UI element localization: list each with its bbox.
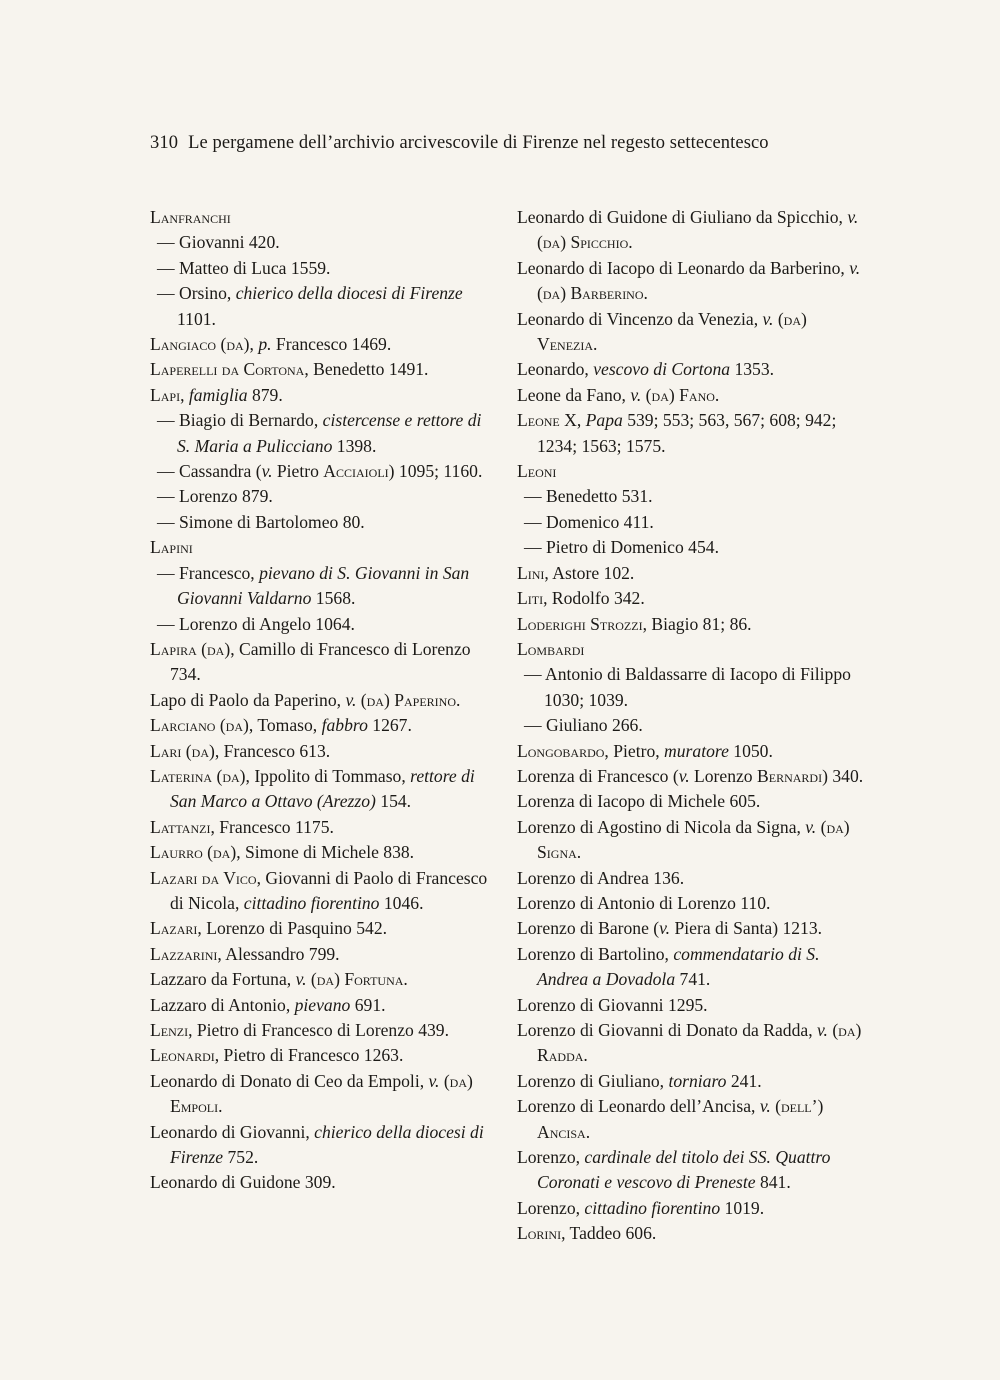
entry-text: 241. [726,1070,762,1091]
entry-text: , Camillo di Francesco di Lorenzo 734. [170,638,471,685]
index-entry [517,205,865,256]
index-entry [150,205,498,230]
entry-text: — Pietro di Domenico 454. [524,537,719,558]
entry-text: Leonardo di Vincenzo da Venezia, [517,308,763,329]
index-entry [517,256,865,307]
entry-text: , Taddeo 606. [561,1223,657,1244]
entry-text: 691. [350,994,386,1015]
entry-text: Lorenzo di Andrea 136. [517,867,685,888]
entry-text: Lari (da) [150,740,215,761]
entry-text: 1398. [332,435,377,456]
entry-text: Pietro [272,461,324,482]
index-entry [150,383,498,408]
entry-text: 154. [375,791,412,812]
entry-text: 741. [675,969,711,990]
entry-text: Leonardo di Giovanni, [150,1121,315,1142]
entry-text: Lattanzi [150,816,211,837]
entry-text: Lorenzo di Giovanni 1295. [517,994,708,1015]
entry-text: . [576,842,582,863]
entry-text: v. [759,1096,771,1117]
entry-text: Lorenzo di Bartolino, [517,943,674,964]
entry-text: Leonardi [150,1045,215,1066]
entry-text: , Lorenzo di Pasquino 542. [197,918,388,939]
entry-text: famiglia [188,384,248,405]
entry-text: Leonardo di Guidone di Giuliano da Spicchio, [517,207,848,227]
entry-text: Leone [517,410,560,431]
entry-text: , Alessandro 799. [217,943,340,964]
entry-text: Lazzaro da Fortuna, [150,969,296,990]
index-column-right [517,205,865,1247]
index-entry [150,535,498,560]
entry-text: Piera di Santa) 1213. [670,918,823,939]
entry-text: 1019. [720,1197,765,1218]
entry-text: Leonardo di Iacopo di Leonardo da Barberino, [517,257,850,278]
entry-text: — Biagio di Bernardo, [157,410,323,431]
entry-text: 1046. [379,892,424,913]
index-entry [150,866,498,917]
index-entry [517,866,865,891]
index-entry [517,764,865,789]
entry-text: Leonardo di Donato di Ceo da Empoli, [150,1070,429,1091]
index-subentry [517,662,865,713]
entry-text: Laperelli da Cortona [150,359,305,380]
index-entry [150,916,498,941]
entry-text: — Francesco, [157,562,260,583]
entry-text: . [714,384,720,405]
entry-text: fabbro [321,715,368,736]
running-header [150,133,769,154]
index-subentry [150,459,498,484]
entry-text: Lorenza di Iacopo di Michele 605. [517,791,761,812]
entry-text: v. [849,257,861,278]
entry-text: v. [261,461,273,482]
entry-text: . [643,283,648,304]
entry-text: ) 1095; 1160. [388,461,483,482]
entry-text: pievano di S. Giovanni in San Giovanni Valdarno [177,562,470,609]
entry-text: . [218,1096,223,1117]
entry-text: chierico della diocesi di Firenze [170,1121,484,1168]
entry-text: , Pietro di Francesco 1263. [214,1045,404,1066]
entry-text: , Simone di Michele 838. [236,842,415,863]
entry-text: rettore di San Marco a Ottavo (Arezzo) [170,765,475,812]
entry-text: Bernardi [757,765,823,786]
index-entry [150,637,498,688]
entry-text: (da) Spicchio [537,232,629,253]
index-entry [517,612,865,637]
entry-text: vescovo di Cortona [593,359,731,380]
entry-text: cittadino fiorentino [584,1197,721,1218]
index-entry [150,993,498,1018]
index-entry [517,891,865,916]
entry-text: . [403,969,408,990]
entry-text: . [583,1045,588,1066]
entry-text: — Giuliano 266. [524,715,643,736]
entry-text: Larciano (da) [150,715,249,736]
index-subentry [517,510,865,535]
index-subentry [517,535,865,560]
entry-text: Lazzaro di Antonio, [150,994,295,1015]
index-entry [517,815,865,866]
index-subentry [150,561,498,612]
entry-text: , Biagio 81; 86. [642,613,752,634]
entry-text: v. [428,1070,440,1091]
index-entry [517,383,865,408]
index-entry [150,840,498,865]
index-entry [517,1196,865,1221]
entry-text: , Giovanni di Paolo di Francesco di Nicola, [170,867,488,913]
entry-text: Lanfranchi [150,207,231,227]
index-entry [517,1145,865,1196]
index-subentry [150,484,498,509]
running-title: Le pergamene dell’archivio arcivescovile di Firenze nel regesto settecentesco [188,133,769,153]
entry-text: cittadino fiorentino [243,892,380,913]
entry-text: v. [659,918,671,939]
entry-text: 1353. [730,359,775,380]
entry-text: (dell’) Ancisa [537,1096,824,1142]
entry-text: Leone da Fano, [517,384,631,405]
entry-text: v. [847,207,859,227]
entry-text: v. [678,765,690,786]
entry-text: 539; 553; 563, 567; 608; 942; 1234; 1563; 1575. [537,410,837,456]
index-entry [517,408,865,459]
entry-text: 752. [223,1147,259,1168]
index-subentry [517,484,865,509]
index-entry [150,764,498,815]
entry-text: Lapira (da) [150,638,231,659]
entry-text: — Cassandra ( [157,461,262,482]
entry-text: v. [762,308,774,329]
index-entry [150,739,498,764]
index-entry [517,561,865,586]
index-subentry [150,281,498,332]
entry-text: v. [295,969,307,990]
entry-text: (da) Radda [537,1020,862,1066]
entry-text: . [456,689,461,710]
index-entry [517,739,865,764]
entry-text: , Pietro, [604,740,665,761]
entry-text: torniaro [668,1070,727,1091]
entry-text: (da) Empoli [170,1070,473,1117]
entry-text: Longobardo [517,740,605,761]
entry-text: , Tomaso, [248,715,322,736]
entry-text: Lorenzo di Antonio di Lorenzo 110. [517,892,771,913]
entry-text: Laterina (da) [150,765,246,786]
entry-text: Lombardi [517,638,585,659]
entry-text: , Astore 102. [544,562,635,583]
entry-text: 1050. [728,740,773,761]
entry-text: 1267. [367,715,412,736]
entry-text: Lorenzo di Leonardo dell’Ancisa, [517,1096,760,1117]
index-entry [517,586,865,611]
entry-text: , Benedetto 1491. [304,359,429,380]
entry-text: Lazari da Vico [150,867,257,888]
entry-text: (da) Paperino [360,689,457,710]
entry-text: , Pietro di Francesco di Lorenzo 439. [188,1020,449,1040]
entry-text: Acciaioli [323,461,389,482]
entry-text: p. [258,334,272,355]
entry-text: . [593,334,598,355]
entry-text: Lapo di Paolo da Paperino, [150,689,346,710]
entry-text: , Ippolito di Tommaso, [245,765,411,786]
index-subentry [150,408,498,459]
entry-text: X, [559,410,586,431]
entry-text: (da) Signa [537,816,850,863]
entry-text: — Lorenzo di Angelo 1064. [157,613,355,634]
entry-text: Lapi [150,384,181,405]
entry-text: Lorenza di Francesco ( [517,765,679,786]
entry-text: — Simone di Bartolomeo 80. [157,511,365,532]
entry-text: Liti [517,588,544,609]
entry-text: muratore [664,740,729,761]
entry-text: Leonardo di Guidone 309. [150,1172,336,1193]
index-subentry [150,230,498,255]
entry-text: v. [345,689,357,710]
index-entry [150,332,498,357]
entry-text: Lenzi [150,1020,189,1040]
index-entry [150,713,498,738]
entry-text: — Giovanni 420. [157,232,280,253]
entry-text: Lorenzo di Giovanni di Donato da Radda, [517,1020,817,1040]
entry-text: Lorini [517,1223,562,1244]
index-entry [517,637,865,662]
entry-text: Laurro (da) [150,842,237,863]
entry-text: chierico della diocesi di Firenze [235,283,463,304]
index-subentry [150,612,498,637]
entry-text: Lorenzo di Agostino di Nicola da Signa, [517,816,806,837]
entry-text: Loderighi Strozzi [517,613,643,634]
entry-text: Lorenzo di Giuliano, [517,1070,669,1091]
entry-text: . [628,232,633,253]
index-entry [150,1170,498,1195]
index-entry [517,1018,865,1069]
entry-text: (da) Fano [645,384,715,405]
index-entry [517,993,865,1018]
entry-text: v. [630,384,642,405]
index-entry [150,1069,498,1120]
entry-text: Leonardo, [517,359,594,380]
index-entry [150,1120,498,1171]
entry-text: Leoni [517,461,557,482]
entry-text: Papa [585,410,623,431]
entry-text: 1568. [311,588,356,609]
entry-text: commendatario di S. Andrea a Dovadola [537,943,820,990]
index-entry [150,688,498,713]
index-entry [150,357,498,382]
entry-text: Lorenzo, [517,1197,585,1218]
index-subentry [150,256,498,281]
entry-text: Lazzarini [150,943,218,964]
entry-text: ) 340. [822,765,864,786]
entry-text: , Francesco 613. [214,740,331,761]
entry-text: Lapini [150,537,193,558]
entry-text: (da) Venezia [537,308,807,355]
entry-text: pievano [294,994,351,1015]
entry-text: Francesco 1469. [271,334,392,355]
entry-text: cardinale del titolo dei SS. Quattro Coronati e vescovo di Preneste [537,1147,831,1193]
entry-text: (da) Fortuna [310,969,404,990]
entry-text: v. [817,1020,828,1040]
index-column-left [150,205,498,1196]
index-entry [517,459,865,484]
index-subentry [150,510,498,535]
entry-text: Lorenzo di Barone ( [517,918,660,939]
entry-text: . [585,1121,591,1142]
index-entry [150,942,498,967]
entry-text: Lini [517,562,545,583]
entry-text: — Matteo di Luca 1559. [157,257,331,278]
entry-text: , [180,384,189,405]
entry-text: , Francesco 1175. [210,816,334,837]
index-subentry [517,713,865,738]
entry-text: cistercense e rettore di S. Maria a Pulicciano [177,410,482,456]
entry-text: — Lorenzo 879. [157,486,273,507]
entry-text: , Rodolfo 342. [543,588,645,609]
index-entry [517,1069,865,1094]
entry-text: 841. [755,1172,791,1193]
entry-text: Lorenzo [689,765,758,786]
entry-text: — Benedetto 531. [524,486,653,507]
index-entry [150,1018,498,1043]
index-entry [517,1094,865,1145]
index-entry [517,307,865,358]
index-entry [517,789,865,814]
entry-text: — Antonio di Baldassarre di Iacopo di Filippo 1030; 1039. [524,664,851,710]
entry-text: (da) Barberino [537,283,644,304]
index-entry [517,1221,865,1246]
entry-text: 1101. [177,308,216,329]
index-entry [150,815,498,840]
entry-text: Lorenzo, [517,1147,585,1168]
entry-text: Langiaco (da) [150,334,250,355]
entry-text: — Domenico 411. [524,511,654,532]
index-entry [517,942,865,993]
entry-text: 879. [247,384,283,405]
entry-text: Lazari [150,918,198,939]
entry-text: v. [805,816,817,837]
index-entry [517,357,865,382]
entry-text: , [249,334,259,355]
index-entry [517,916,865,941]
index-entry [150,967,498,992]
index-entry [150,1043,498,1068]
page-number: 310 [150,133,179,153]
entry-text: — Orsino, [157,283,236,304]
